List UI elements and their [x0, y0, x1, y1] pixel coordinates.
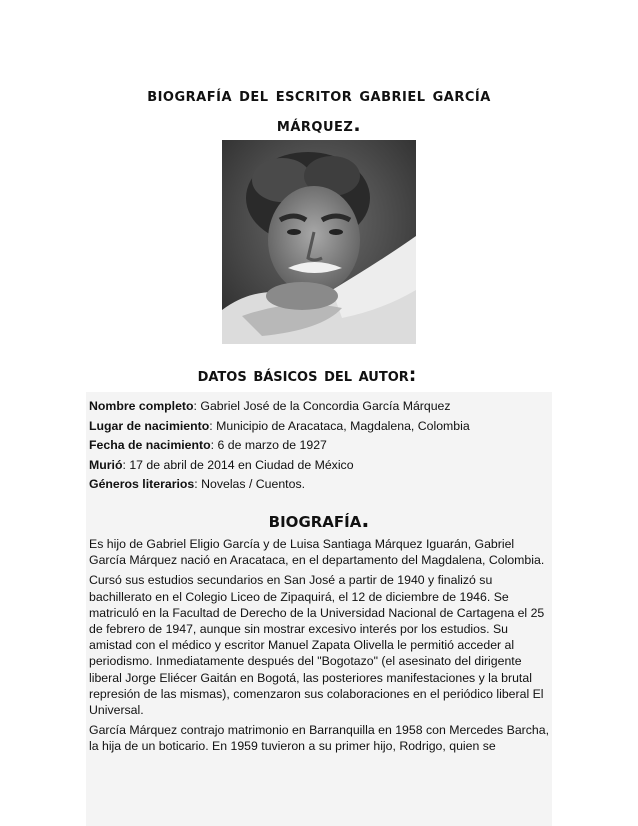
page-title: [80, 80, 558, 140]
title-line-1: biografía del escritor gabriel garcía: [147, 84, 491, 106]
bio-paragraph: García Márquez contrajo matrimonio en Barranquilla en 1958 con Mercedes Barcha, la hija de un boticario. En 1959 tuvieron a su primer hijo, Rodrigo, quien se: [89, 723, 550, 754]
info-label: Nombre completo: [89, 399, 194, 413]
info-label: Fecha de nacimiento: [89, 438, 211, 453]
info-value: 17 de abril de 2014 en Ciudad de México: [129, 457, 354, 472]
info-value: Gabriel José de la Concordia García Márquez: [200, 399, 451, 413]
author-info-list: [89, 397, 549, 495]
section-heading-datos: datos básicos del autor:: [197, 364, 417, 386]
bio-paragraph: Cursó sus estudios secundarios en San José a partir de 1940 y finalizó su bachillerato en el Colegio Liceo de Zipaquirá, el 12 de diciembre de 1946. Se matriculó en la Facultad de Derecho de la Universidad Nacional de Cartagena el 25 de febrero de 1947, aunque sin mostrar excesivo interés por los estudios. Su amistad con el médico y escritor Manuel Zapata Olivella le permitió acceder al periodismo. Inmediatamente después del "Bogotazo" (el asesinato del dirigente liberal Jorge Eliécer Gaitán en Bogotá, las posteriores manifestaciones y la brutal represión de las mismas), comenzaron sus colaboraciones en el periódico liberal El Universal.: [89, 573, 545, 718]
info-row-lugar: Lugar de nacimiento: Municipio de Aracataca, Magdalena, Colombia: [89, 418, 470, 433]
info-row-fecha: Fecha de nacimiento: 6 de marzo de 1927: [89, 438, 327, 453]
author-portrait: [222, 140, 416, 344]
biography-text: [89, 536, 551, 759]
bio-paragraph: Es hijo de Gabriel Eligio García y de Luisa Santiaga Márquez Iguarán, Gabriel García Márquez nació en Aracataca, en el departamento del Magdalena, Colombia.: [89, 537, 545, 568]
info-value: Municipio de Aracataca, Magdalena, Colombia: [216, 418, 470, 433]
info-row-nombre: Nombre completo: Gabriel José de la Concordia García Márquez: [89, 399, 451, 413]
info-label: Lugar de nacimiento: [89, 418, 210, 433]
portrait-image: [222, 140, 416, 344]
info-row-generos: Géneros literarios: Novelas / Cuentos.: [89, 477, 306, 492]
title-line-2: márquez.: [276, 114, 362, 136]
info-value: Novelas / Cuentos.: [201, 477, 306, 492]
info-value: 6 de marzo de 1927: [217, 438, 327, 453]
info-label: Murió: [89, 457, 123, 472]
info-row-murio: Murió: 17 de abril de 2014 en Ciudad de México: [89, 457, 354, 472]
info-label: Géneros literarios: [89, 477, 195, 492]
section-heading-biografia: biografía.: [268, 508, 370, 532]
